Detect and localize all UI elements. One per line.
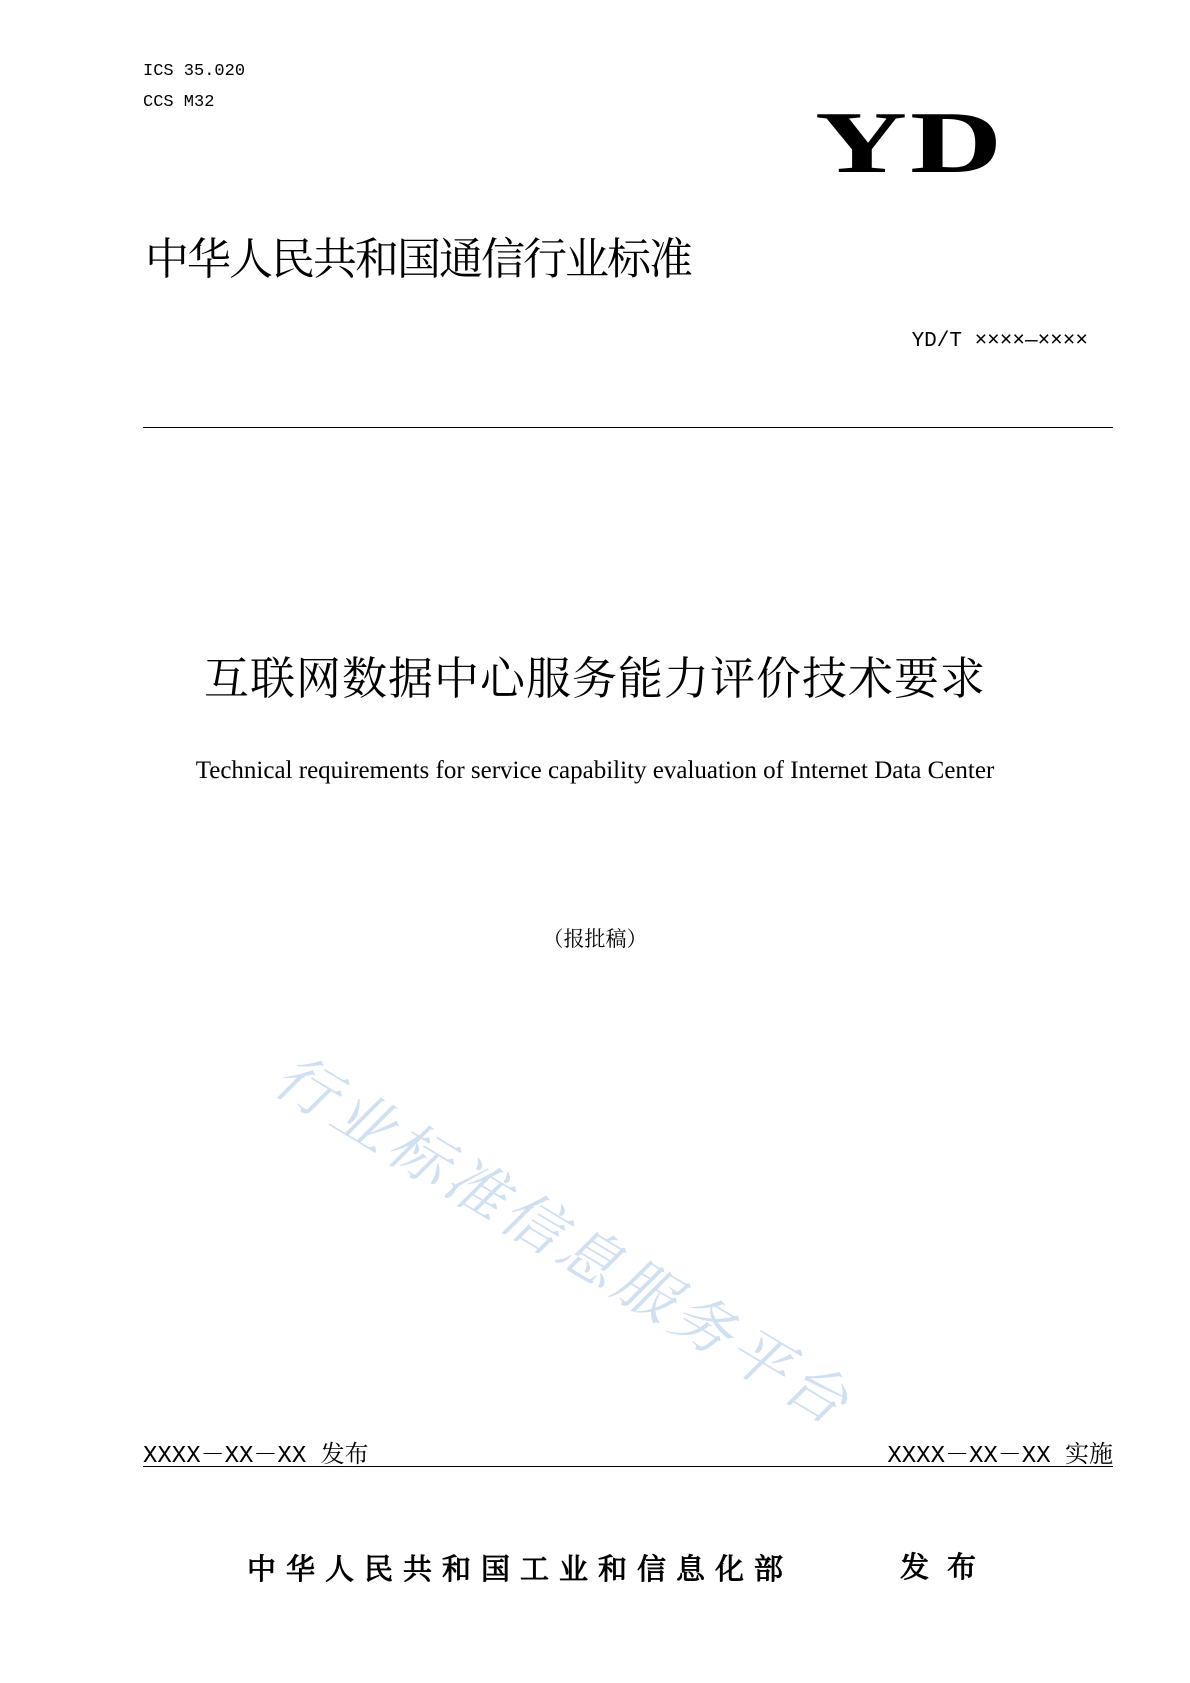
standard-category-title: 中华人民共和国通信行业标准 [145,234,691,285]
header-divider [143,427,1113,428]
watermark: 行业标准信息服务平台 [262,1041,865,1442]
ccs-code: CCS M32 [143,93,215,112]
document-title-english: Technical requirements for service capability evaluation of Internet Data Center [195,757,995,784]
issuing-authority: 中华人民共和国工业和信息化部 [247,1552,794,1586]
yd-logo: YD [815,95,1006,192]
document-title: 互联网数据中心服务能力评价技术要求 [203,652,986,705]
standard-number: YD/T ××××—×××× [911,330,1088,353]
implement-date: XXXX－XX－XX 实施 [887,1443,1113,1470]
issue-label: 发布 [900,1550,995,1584]
footer-divider [143,1466,1113,1467]
ics-code: ICS 35.020 [143,62,246,81]
publish-date: XXXX－XX－XX 发布 [143,1443,369,1470]
draft-status: （报批稿） [542,927,648,951]
